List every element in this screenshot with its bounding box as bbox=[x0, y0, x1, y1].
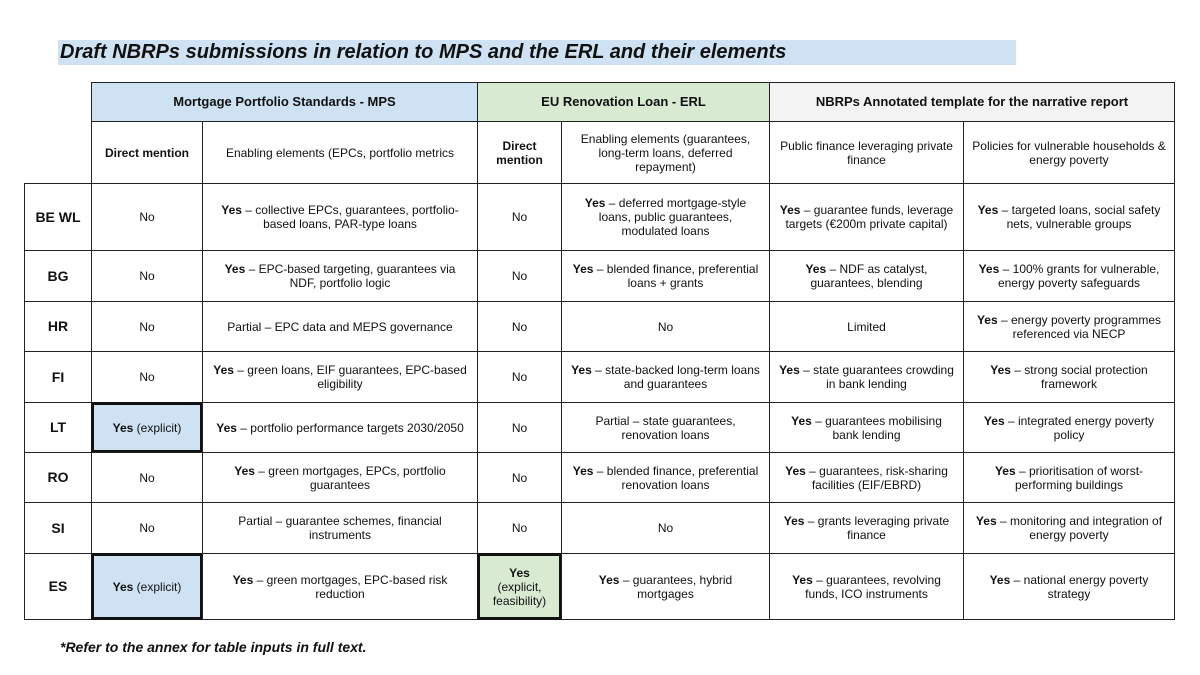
country-cell: LT bbox=[24, 402, 92, 453]
cell-policies: Yes – monitoring and integration of energy poverty bbox=[963, 502, 1175, 554]
cell-mps-direct: No bbox=[91, 301, 203, 352]
country-cell: FI bbox=[24, 351, 92, 403]
cell-public-finance: Yes – state guarantees crowding in bank lending bbox=[769, 351, 964, 403]
cell-public-finance: Yes – guarantees mobilising bank lending bbox=[769, 402, 964, 453]
country-cell: BG bbox=[24, 250, 92, 302]
cell-mps-direct: Yes (explicit) bbox=[91, 553, 203, 620]
cell-erl-enabling: Yes – blended finance, preferential loans + grants bbox=[561, 250, 770, 302]
cell-erl-direct: No bbox=[477, 351, 562, 403]
group-header-erl: EU Renovation Loan - ERL bbox=[477, 82, 770, 122]
page-title: Draft NBRPs submissions in relation to MPS and the ERL and their elements bbox=[58, 40, 1016, 65]
cell-erl-enabling: No bbox=[561, 502, 770, 554]
cell-mps-enabling: Yes – green mortgages, EPC-based risk reduction bbox=[202, 553, 478, 620]
footnote: *Refer to the annex for table inputs in full text. bbox=[60, 639, 367, 655]
cell-mps-enabling: Partial – EPC data and MEPS governance bbox=[202, 301, 478, 352]
cell-public-finance: Yes – NDF as catalyst, guarantees, blending bbox=[769, 250, 964, 302]
country-cell: RO bbox=[24, 452, 92, 503]
group-header-mps: Mortgage Portfolio Standards - MPS bbox=[91, 82, 478, 122]
subheader-mps-direct: Direct mention bbox=[91, 121, 203, 184]
cell-mps-direct: No bbox=[91, 250, 203, 302]
cell-erl-direct: No bbox=[477, 502, 562, 554]
country-cell: ES bbox=[24, 553, 92, 620]
cell-mps-enabling: Yes – green mortgages, EPCs, portfolio guarantees bbox=[202, 452, 478, 503]
cell-erl-direct: No bbox=[477, 183, 562, 251]
country-cell: SI bbox=[24, 502, 92, 554]
subheader-public-finance: Public finance leveraging private finance bbox=[769, 121, 964, 184]
cell-policies: Yes – 100% grants for vulnerable, energy poverty safeguards bbox=[963, 250, 1175, 302]
cell-mps-enabling: Yes – collective EPCs, guarantees, portfolio-based loans, PAR-type loans bbox=[202, 183, 478, 251]
cell-mps-direct: No bbox=[91, 351, 203, 403]
cell-erl-direct: No bbox=[477, 452, 562, 503]
cell-erl-enabling: Yes – blended finance, preferential renovation loans bbox=[561, 452, 770, 503]
cell-public-finance: Yes – guarantees, risk-sharing facilities (EIF/EBRD) bbox=[769, 452, 964, 503]
cell-erl-enabling: Yes – deferred mortgage-style loans, public guarantees, modulated loans bbox=[561, 183, 770, 251]
cell-mps-enabling: Yes – portfolio performance targets 2030/2050 bbox=[202, 402, 478, 453]
cell-erl-enabling: Yes – guarantees, hybrid mortgages bbox=[561, 553, 770, 620]
cell-mps-enabling: Yes – green loans, EIF guarantees, EPC-based eligibility bbox=[202, 351, 478, 403]
cell-mps-enabling: Yes – EPC-based targeting, guarantees via NDF, portfolio logic bbox=[202, 250, 478, 302]
cell-policies: Yes – prioritisation of worst-performing buildings bbox=[963, 452, 1175, 503]
cell-public-finance: Yes – guarantees, revolving funds, ICO instruments bbox=[769, 553, 964, 620]
cell-policies: Yes – national energy poverty strategy bbox=[963, 553, 1175, 620]
subheader-mps-enabling: Enabling elements (EPCs, portfolio metrics bbox=[202, 121, 478, 184]
cell-policies: Yes – strong social protection framework bbox=[963, 351, 1175, 403]
cell-mps-direct: No bbox=[91, 452, 203, 503]
cell-mps-enabling: Partial – guarantee schemes, financial instruments bbox=[202, 502, 478, 554]
cell-erl-direct: No bbox=[477, 250, 562, 302]
subheader-erl-direct: Direct mention bbox=[477, 121, 562, 184]
cell-mps-direct: No bbox=[91, 502, 203, 554]
cell-public-finance: Limited bbox=[769, 301, 964, 352]
cell-policies: Yes – targeted loans, social safety nets, vulnerable groups bbox=[963, 183, 1175, 251]
group-header-nbrp: NBRPs Annotated template for the narrative report bbox=[769, 82, 1175, 122]
country-cell: HR bbox=[24, 301, 92, 352]
subheader-policies: Policies for vulnerable households & energy poverty bbox=[963, 121, 1175, 184]
cell-erl-enabling: No bbox=[561, 301, 770, 352]
cell-policies: Yes – energy poverty programmes referenced via NECP bbox=[963, 301, 1175, 352]
cell-public-finance: Yes – grants leveraging private finance bbox=[769, 502, 964, 554]
cell-mps-direct: Yes (explicit) bbox=[91, 402, 203, 453]
cell-policies: Yes – integrated energy poverty policy bbox=[963, 402, 1175, 453]
cell-erl-enabling: Partial – state guarantees, renovation loans bbox=[561, 402, 770, 453]
cell-mps-direct: No bbox=[91, 183, 203, 251]
cell-erl-direct: Yes (explicit, feasibility) bbox=[477, 553, 562, 620]
cell-erl-direct: No bbox=[477, 301, 562, 352]
cell-erl-enabling: Yes – state-backed long-term loans and guarantees bbox=[561, 351, 770, 403]
subheader-erl-enabling: Enabling elements (guarantees, long-term loans, deferred repayment) bbox=[561, 121, 770, 184]
cell-public-finance: Yes – guarantee funds, leverage targets (€200m private capital) bbox=[769, 183, 964, 251]
cell-erl-direct: No bbox=[477, 402, 562, 453]
country-cell: BE WL bbox=[24, 183, 92, 251]
